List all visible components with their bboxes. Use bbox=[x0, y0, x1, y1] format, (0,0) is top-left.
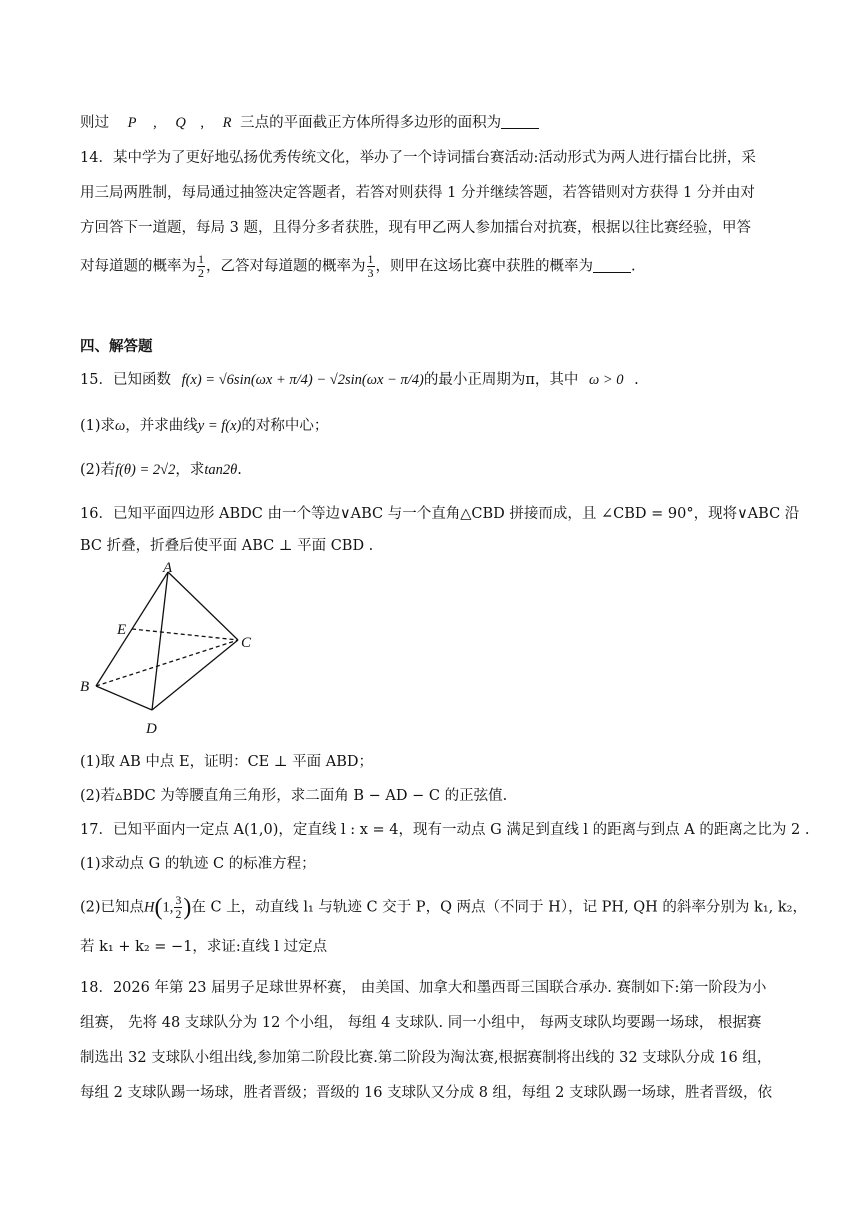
label-e: E bbox=[117, 622, 127, 638]
edge-ac bbox=[168, 572, 238, 640]
point-p: P bbox=[127, 115, 137, 131]
q18-line2: 组赛， 先将 48 支球队分为 12 个小组， 每组 4 支球队. 同一小组中， 每两支球队均要踢一场球， 根据赛 bbox=[80, 1015, 762, 1031]
q13-suffix: 三点的平面截正方体所得多边形的面积为 bbox=[240, 115, 502, 131]
q14-text-b: ，乙答对每道题的概率为 bbox=[206, 258, 366, 275]
q15-p2-b: ，求 bbox=[175, 462, 205, 478]
q18-line1: 18．2026 年第 23 届男子足球世界杯赛， 由美国、加拿大和墨西哥三国联合承办. 赛制如下:第一阶段为小 bbox=[80, 980, 767, 996]
label-a: A bbox=[163, 560, 173, 576]
q15-p2-a: (2)若 bbox=[80, 462, 116, 478]
q15-part2 bbox=[80, 460, 242, 480]
q14-end: . bbox=[631, 258, 636, 275]
answer-blank bbox=[593, 258, 631, 273]
q15-text-a: 15．已知函数 bbox=[80, 372, 171, 388]
q18-line4: 每组 2 支球队踢一场球，胜者晋级；晋级的 16 支球队又分成 8 组，每组 2 支球队踢一场球，胜者晋级，依 bbox=[80, 1085, 772, 1101]
q14-line4 bbox=[80, 253, 636, 280]
q16-line2: BC 折叠，折叠后使平面 ABC ⊥ 平面 CBD . bbox=[80, 538, 374, 554]
q14-line3: 方回答下一道题，每局 3 题，且得分多者获胜，现有甲乙两人参加擂台对抗赛，根据以往比赛经验，甲答 bbox=[80, 220, 751, 236]
edge-bc-hidden bbox=[96, 640, 238, 686]
omega-symbol: ω bbox=[115, 418, 126, 434]
q17-p2-b: 在 C 上，动直线 l₁ 与轨迹 C 交于 P，Q 两点（不同于 H），记 PH, QH 的斜率分别为 k₁, k₂， bbox=[191, 899, 807, 916]
edge-bd bbox=[96, 686, 152, 710]
q15-p1-b: ，并求曲线 bbox=[125, 418, 198, 434]
q15-part1 bbox=[80, 416, 328, 436]
q17-p2-a: (2)已知点 bbox=[80, 899, 145, 916]
q16-part1: (1)取 AB 中点 E，证明：CE ⊥ 平面 ABD； bbox=[80, 754, 373, 770]
point-r: R bbox=[222, 115, 232, 131]
q14-line1: 14．某中学为了更好地弘扬优秀传统文化，举办了一个诗词擂台赛活动:活动形式为两人进行擂台比拼，采 bbox=[80, 150, 756, 166]
q15-p1-a: (1)求 bbox=[80, 418, 116, 434]
point-q: Q bbox=[175, 115, 186, 131]
answer-blank bbox=[501, 114, 539, 129]
label-d: D bbox=[146, 721, 157, 737]
q15-p2-tan: tan2θ bbox=[204, 462, 238, 478]
q15-formula: f(x) = √6sin(ωx + π/4) − √2sin(ωx − π/4) bbox=[181, 372, 424, 388]
q15-p2-equation: f(θ) = 2√2 bbox=[115, 462, 176, 478]
q17-part1: (1)求动点 G 的轨迹 C 的标准方程； bbox=[80, 856, 316, 872]
q14-text-c: ，则甲在这场比赛中获胜的概率为 bbox=[375, 258, 593, 275]
q15-condition: ω > 0 bbox=[588, 372, 624, 388]
q14-text-a: 对每道题的概率为 bbox=[80, 258, 196, 275]
segment-ce-hidden bbox=[132, 629, 238, 640]
q17-part2: (2)已知点H(1, $\frac{3}{2}$ )在 C 上，动直线 l₁ 与轨迹 C 交于 P，Q 两点（不同于 H），记 PH, QH 的斜率分别为 k₁, k₂， bbox=[80, 893, 807, 921]
q15-text-b: 的最小正周期为π，其中 bbox=[423, 372, 579, 388]
tetrahedron-figure bbox=[78, 560, 278, 740]
q15-end: . bbox=[634, 372, 639, 388]
label-c: C bbox=[241, 635, 252, 651]
q15-curve: y = f(x) bbox=[197, 418, 242, 434]
label-b: B bbox=[80, 679, 90, 695]
q16-line1: 16．已知平面四边形 ABDC 由一个等边∨ABC 与一个直角△CBD 拼接而成，且 ∠CBD = 90°，现将∨ABC 沿 bbox=[80, 506, 800, 522]
q15-p2-end: . bbox=[237, 462, 242, 478]
q15-stem bbox=[80, 370, 639, 390]
q15-p1-c: 的对称中心； bbox=[241, 418, 329, 434]
fraction-one-third: $\frac{1}{3}$ bbox=[367, 252, 374, 280]
point-h: H bbox=[144, 899, 155, 916]
q14-line2: 用三局两胜制，每局通过抽签决定答题者，若答对则获得 1 分并继续答题，若答错则对方获得 1 分并由对 bbox=[80, 185, 755, 201]
q17-part2-cont: 若 k₁ + k₂ = −1，求证:直线 l 过定点 bbox=[80, 939, 328, 955]
q13-prefix: 则过 bbox=[80, 115, 109, 131]
q16-part2: (2)若▵BDC 为等腰直角三角形，求二面角 B − AD − C 的正弦值. bbox=[80, 788, 508, 804]
edge-cd bbox=[152, 640, 238, 710]
fraction-one-half: $\frac{1}{2}$ bbox=[198, 252, 204, 280]
section-title: 四、解答题 bbox=[80, 338, 153, 355]
fraction-three-halves: $\frac{3}{2}$ bbox=[175, 893, 182, 921]
q18-line3: 制选出 32 支球队小组出线,参加第二阶段比赛.第二阶段为淘汰赛,根据赛制将出线的 32 支球队分成 16 组， bbox=[80, 1050, 772, 1066]
q17-line1: 17．已知平面内一定点 A(1,0)，定直线 l : x = 4，现有一动点 G 满足到直线 l 的距离与到点 A 的距离之比为 2 . bbox=[80, 822, 810, 838]
q13-line: 则过 P , Q , R 三点的平面截正方体所得多边形的面积为 bbox=[80, 113, 539, 133]
